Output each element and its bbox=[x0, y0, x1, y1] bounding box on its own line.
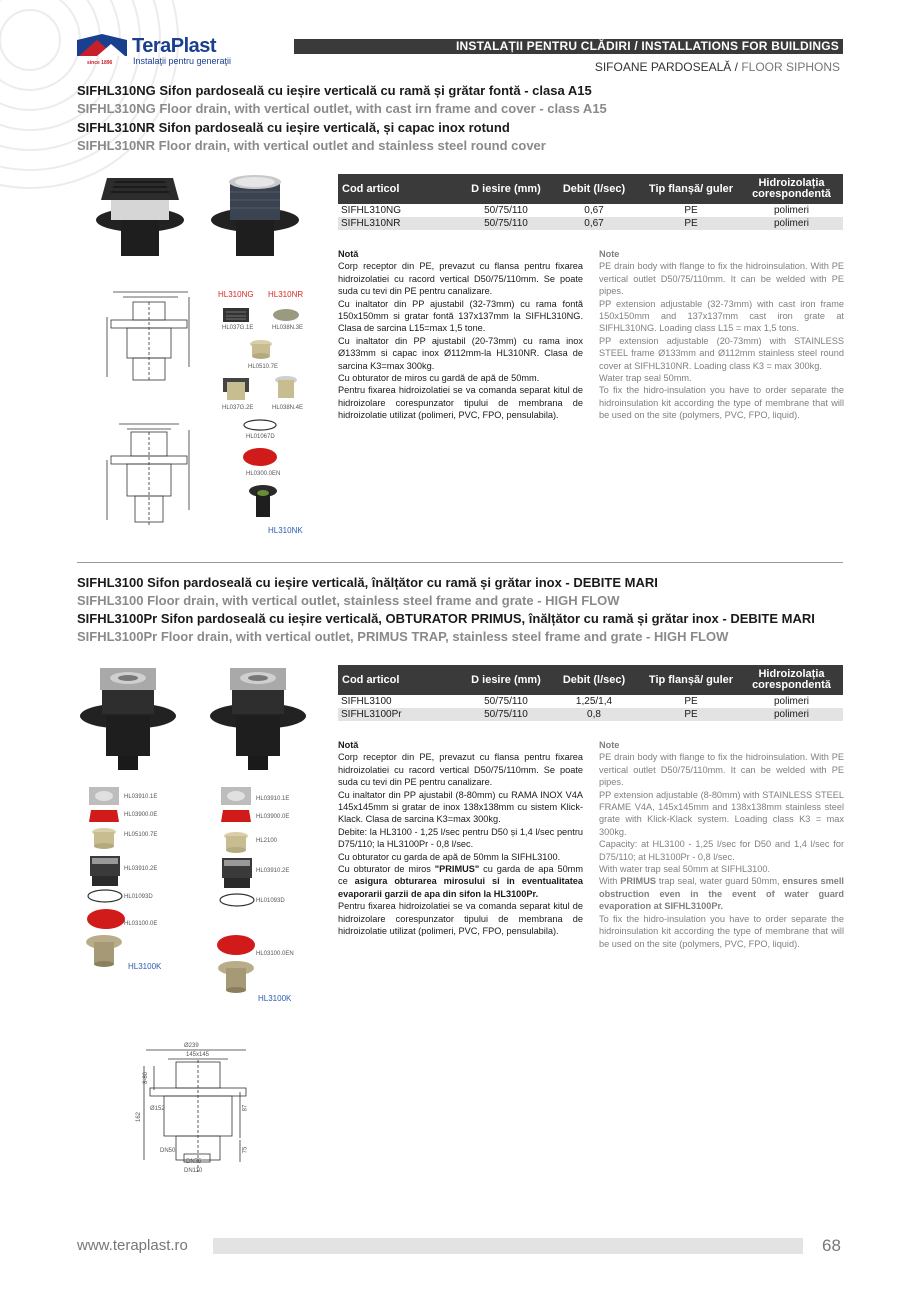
note-line: Pentru fixarea hidroizolatiei se va comanda separat kitul de hidroizolare corespunzator tipului de membrana de hidroizolatie utilizat (polimeri, PVC, FPO, pensulabila). bbox=[338, 901, 583, 937]
logo-brand: TeraPlast bbox=[132, 35, 217, 57]
note-heading: Notă bbox=[338, 740, 359, 750]
col-cod-articol: Cod articol bbox=[338, 174, 466, 204]
note-line: Cu inaltator din PP ajustabil (20-73mm) cu rama inox Ø133mm si capac inox Ø112mm-la HL310NR. Clasa de sarcina K3=max 300kg. bbox=[338, 335, 583, 371]
part-label: HL03100.0E bbox=[124, 921, 158, 927]
s2-note-ro bbox=[338, 739, 583, 938]
footer-bar bbox=[213, 1238, 803, 1254]
cell: 50/75/110 bbox=[484, 696, 528, 707]
dim-label: Ø239 bbox=[184, 1043, 199, 1049]
note-line: To fix the hidro-insulation you have to order separate the hidroinsulation kit according the type of membrane that will be used on the site (polymers, PVC, FPO, liquid). bbox=[599, 913, 844, 949]
hl3100-product-image bbox=[78, 664, 178, 774]
extension-ring-icon bbox=[222, 830, 250, 856]
dim-label: 145x145 bbox=[186, 1052, 210, 1058]
red-cover-icon bbox=[242, 446, 278, 468]
note-heading: Note bbox=[599, 249, 620, 259]
col-cod-articol: Cod articol bbox=[338, 665, 466, 695]
table-header-row bbox=[338, 174, 843, 204]
note-text: cu garda de apa 50mm ce bbox=[338, 864, 583, 887]
kit-label: HL3100K bbox=[128, 962, 162, 971]
s1-spec-table bbox=[338, 174, 843, 230]
part-label: HL01093D bbox=[124, 894, 153, 900]
logo-since: since 1896 bbox=[87, 60, 113, 66]
cell: PE bbox=[642, 708, 740, 721]
grate-frame-icon bbox=[220, 786, 252, 806]
red-cover-icon bbox=[86, 908, 126, 930]
frame-extension-icon bbox=[88, 854, 122, 888]
s1-note-ro bbox=[338, 248, 583, 422]
note-line: To fix the hidro-insulation you have to order separate the hidroinsulation kit according the type of membrane that will be used on the site (polymers, PVC, FPO, liquid). bbox=[599, 385, 844, 421]
seal-ring-icon bbox=[242, 418, 278, 432]
s1-title-en-2: SIFHL310NR Floor drain, with vertical outlet and stainless steel round cover bbox=[77, 138, 546, 153]
part-label: HL03910.2E bbox=[256, 868, 290, 874]
dim-label: 87 bbox=[242, 1104, 249, 1112]
hl310nr-product-image bbox=[208, 170, 303, 260]
cell: PE bbox=[642, 217, 740, 230]
note-line: With water trap seal 50mm at SIFHL3100. bbox=[599, 864, 771, 875]
part-label: HL0300.0EN bbox=[246, 471, 281, 477]
part-label: HL03910.1E bbox=[124, 794, 158, 800]
note-line: Capacity: at HL3100 - 1,25 l/sec for D50 and 1,4 l/sec for D75/110; at HL3100Pr - 0,8 l/sec. bbox=[599, 839, 844, 862]
note-text: Cu obturator de miros bbox=[338, 864, 435, 875]
part-label: HL01093D bbox=[256, 898, 285, 904]
red-protection-icon bbox=[88, 808, 120, 824]
note-line: Pentru fixarea hidroizolatiei se va comanda separat kitul de hidroizolare corespunzator tipului de membrana de hidroizolatie utilizat (polimeri, PVC, FPO, pensulabila). bbox=[338, 385, 583, 421]
col-debit: Debit (l/sec) bbox=[546, 665, 642, 695]
col-hidroizolatia: Hidroizolația corespondentă bbox=[740, 174, 843, 204]
part-label: HL03900.0E bbox=[124, 812, 158, 818]
cell: 0,8 bbox=[546, 708, 642, 721]
note-text: trap seal, water guard 50mm, bbox=[655, 876, 783, 887]
note-line: Cu obturator de miros cu gardă de apă de 50mm. bbox=[338, 373, 540, 384]
grate-frame-icon bbox=[88, 786, 120, 806]
table-header-row bbox=[338, 665, 843, 695]
extension-ring-icon bbox=[90, 826, 118, 852]
section-divider bbox=[77, 562, 843, 563]
teraplast-logo[interactable] bbox=[77, 34, 242, 68]
note-line: Cu inaltator din PP ajustabil (8-80mm) cu RAMA INOX V4A 145x145mm si gratar de inox 138x138mm cu sistem Klick-Klack. Clasa de sarcina K3=max 300kg. bbox=[338, 789, 583, 825]
col-tip-flansa: Tip flanșă/ guler bbox=[642, 174, 740, 204]
cell: 50/75/110 bbox=[466, 217, 546, 230]
cell: 0,67 bbox=[584, 205, 604, 216]
note-bold: asigura obturarea mirosului si in eventualitatea evaporarii garzii de apa din sifon la HL3100Pr. bbox=[338, 876, 583, 899]
note-heading: Notă bbox=[338, 249, 359, 259]
note-heading: Note bbox=[599, 740, 620, 750]
note-line bbox=[338, 863, 583, 900]
cell: SIFHL3100 bbox=[341, 696, 392, 707]
part-label: HL2100 bbox=[256, 838, 278, 844]
hl3100-technical-drawing bbox=[136, 1042, 256, 1180]
table-row bbox=[338, 217, 843, 230]
dim-label: 8-80 bbox=[143, 1071, 150, 1085]
trap-kit-icon bbox=[248, 483, 278, 521]
dim-label: 162 bbox=[136, 1111, 143, 1123]
frame-extension-icon bbox=[222, 374, 250, 402]
col-debit: Debit (l/sec) bbox=[546, 174, 642, 204]
extension-ring-icon bbox=[248, 338, 274, 362]
s2-title-ro-2: SIFHL3100Pr Sifon pardoseală cu ieșire verticală, OBTURATOR PRIMUS, înălțător cu ramă și grătar inox - DEBITE MARI bbox=[77, 611, 815, 626]
s1-title-ro-2: SIFHL310NR Sifon pardoseală cu ieșire verticală, și capac inox rotund bbox=[77, 120, 510, 135]
cell: polimeri bbox=[773, 696, 809, 707]
cell: PE bbox=[684, 696, 698, 707]
hl310nr-technical-drawing bbox=[103, 420, 195, 530]
col-label-nr: HL310NR bbox=[268, 290, 304, 299]
dim-label: 75 bbox=[242, 1146, 249, 1154]
part-label: HL03910.1E bbox=[256, 796, 290, 802]
note-line: Corp receptor din PE, prevazut cu flansa pentru fixarea hidroizolatiei cu racord vertical D50/75/110mm. Se poate suda cu tevi din PE pentru canalizare. bbox=[338, 261, 583, 297]
note-line: PP extension adjustable (20-73mm) with STAINLESS STEEL frame Ø133mm and Ø112mm stainless steel round cover at SIFHL310NR. Loading class K3 = max 300kg. bbox=[599, 335, 844, 371]
note-text: With bbox=[599, 876, 621, 887]
s2-title-ro-1: SIFHL3100 Sifon pardoseală cu ieșire verticală, înălțător cu ramă și grătar inox - DEBITE MARI bbox=[77, 575, 658, 590]
note-line: Corp receptor din PE, prevazut cu flansa pentru fixarea hidroizolatiei cu racord vertical D50/75/110mm. Se poate suda cu tevi din PE pentru canalizare. bbox=[338, 752, 583, 788]
s2-note-en bbox=[599, 739, 844, 950]
round-extension-icon bbox=[272, 374, 300, 402]
cell: polimeri bbox=[740, 217, 843, 230]
s2-spec-table bbox=[338, 665, 843, 721]
hl3100pr-product-image bbox=[208, 664, 308, 774]
col-d-iesire: D iesire (mm) bbox=[466, 174, 546, 204]
logo-tagline: Instalaţii pentru generaţii bbox=[133, 56, 232, 66]
cast-iron-grate-icon bbox=[222, 307, 250, 323]
part-label: HL03910.2E bbox=[124, 866, 158, 872]
table-row bbox=[338, 708, 843, 721]
subcategory-ro: SIFOANE PARDOSEALĂ / bbox=[594, 60, 738, 74]
part-label: HL037G.2E bbox=[222, 405, 254, 411]
cell: polimeri bbox=[740, 708, 843, 721]
dim-label: DN110 bbox=[184, 1168, 203, 1174]
cell: PE bbox=[684, 205, 698, 216]
category-bar: INSTALAȚII PENTRU CLĂDIRI / INSTALLATIONS FOR BUILDINGS bbox=[294, 39, 843, 54]
part-label: HL0510.7E bbox=[248, 364, 279, 370]
col-d-iesire: D iesire (mm) bbox=[466, 665, 546, 695]
note-line: Cu obturator cu garda de apă de 50mm la SIFHL3100. bbox=[338, 851, 561, 862]
note-line: PE drain body with flange to fix the hidroinsulation. With PE vertical outlet D50/75/110mm. It can be welded with PE pipes. bbox=[599, 752, 844, 788]
note-bold: ensures smell obstruction even in the event of water guard evaporation at SIFHL3100Pr. bbox=[599, 876, 844, 912]
cell: SIFHL3100Pr bbox=[338, 708, 466, 721]
part-label: HL03900.0E bbox=[256, 814, 290, 820]
note-line: PE drain body with flange to fix the hidroinsulation. With PE vertical outlet D50/75/110mm. It can be welded with PE pipes. bbox=[599, 261, 844, 297]
kit-label: HL3100K bbox=[258, 994, 292, 1003]
note-line: PP extension adjustable (32-73mm) with cast iron frame 150x150mm and 137x137mm cast iron grate at SIFHL310NG. Loading class L15 = max 1,5 tons. bbox=[599, 298, 844, 334]
cell: SIFHL310NR bbox=[338, 217, 466, 230]
page-number: 68 bbox=[822, 1236, 841, 1255]
s2-title-en-1: SIFHL3100 Floor drain, with vertical outlet, stainless steel frame and grate - HIGH FLOW bbox=[77, 593, 620, 608]
cell: polimeri bbox=[773, 205, 809, 216]
cell: 50/75/110 bbox=[484, 205, 528, 216]
seal-ring-icon bbox=[86, 888, 124, 904]
part-label: HL01067D bbox=[246, 434, 275, 440]
seal-ring-icon bbox=[218, 892, 256, 908]
s1-title-ro-1: SIFHL310NG Sifon pardoseală cu ieșire verticală cu ramă și grătar fontă - clasa A15 bbox=[77, 83, 592, 98]
s1-note-en bbox=[599, 248, 844, 422]
dim-label: DN50 bbox=[160, 1148, 176, 1154]
table-row bbox=[338, 204, 843, 217]
footer-website-link[interactable]: www.teraplast.ro bbox=[77, 1237, 188, 1254]
trap-kit-icon bbox=[216, 960, 256, 996]
dim-label: DN75 bbox=[186, 1159, 202, 1165]
note-line: Debite: la HL3100 - 1,25 l/sec pentru D50 și 1,4 l/sec pentru D75/110; la HL3100Pr - 0,8 l/sec. bbox=[338, 826, 583, 850]
cell: 1,25/1,4 bbox=[575, 696, 613, 707]
frame-extension-icon bbox=[220, 856, 254, 890]
col-tip-flansa: Tip flanșă/ guler bbox=[642, 665, 740, 695]
col-hidroizolatia: Hidroizolația corespondentă bbox=[740, 665, 843, 695]
note-line: Cu inaltator din PP ajustabil (32-73mm) cu rama fontă 150x150mm si gratar fontă 137x137mm la SIFHL310NG. Clasa de sarcina L15=max 1,5 tone. bbox=[338, 298, 583, 334]
part-label: HL038N.3E bbox=[272, 325, 304, 331]
trap-kit-icon bbox=[84, 934, 124, 970]
red-protection-icon bbox=[220, 808, 252, 824]
cell: SIFHL310NG bbox=[341, 205, 402, 216]
s1-title-en-1: SIFHL310NG Floor drain, with vertical outlet, with cast irn frame and cover - class A15 bbox=[77, 101, 607, 116]
cell: 50/75/110 bbox=[466, 708, 546, 721]
round-cover-icon bbox=[272, 307, 300, 323]
note-line: Water trap seal 50mm. bbox=[599, 373, 692, 384]
note-bold: PRIMUS bbox=[620, 876, 656, 887]
note-bold: "PRIMUS" bbox=[434, 864, 480, 875]
s2-title-en-2: SIFHL3100Pr Floor drain, with vertical outlet, PRIMUS TRAP, stainless steel frame and grate - HIGH FLOW bbox=[77, 629, 729, 644]
part-label: HL038N.4E bbox=[272, 405, 304, 411]
hl310ng-product-image bbox=[93, 170, 188, 260]
subcategory bbox=[595, 60, 840, 74]
hl310ng-technical-drawing bbox=[103, 287, 195, 387]
table-row bbox=[338, 695, 843, 708]
note-line bbox=[599, 875, 844, 912]
part-label: HL05100.7E bbox=[124, 832, 158, 838]
subcategory-en: FLOOR SIPHONS bbox=[741, 60, 840, 74]
part-label: HL03100.0EN bbox=[256, 951, 294, 957]
cell: 0,67 bbox=[546, 217, 642, 230]
col-label-ng: HL310NG bbox=[218, 290, 254, 299]
kit-label: HL310NK bbox=[268, 526, 303, 535]
dim-label: Ø152 bbox=[150, 1106, 165, 1112]
note-line: PP extension adjustable (8-80mm) with STAINLESS STEEL FRAME V4A, 145x145mm and 138x138mm stainless steel grate with Klick-Klack system. Loading class K3 = max 300kg. bbox=[599, 789, 844, 837]
part-label: HL037G.1E bbox=[222, 325, 254, 331]
red-cover-icon bbox=[216, 934, 256, 956]
